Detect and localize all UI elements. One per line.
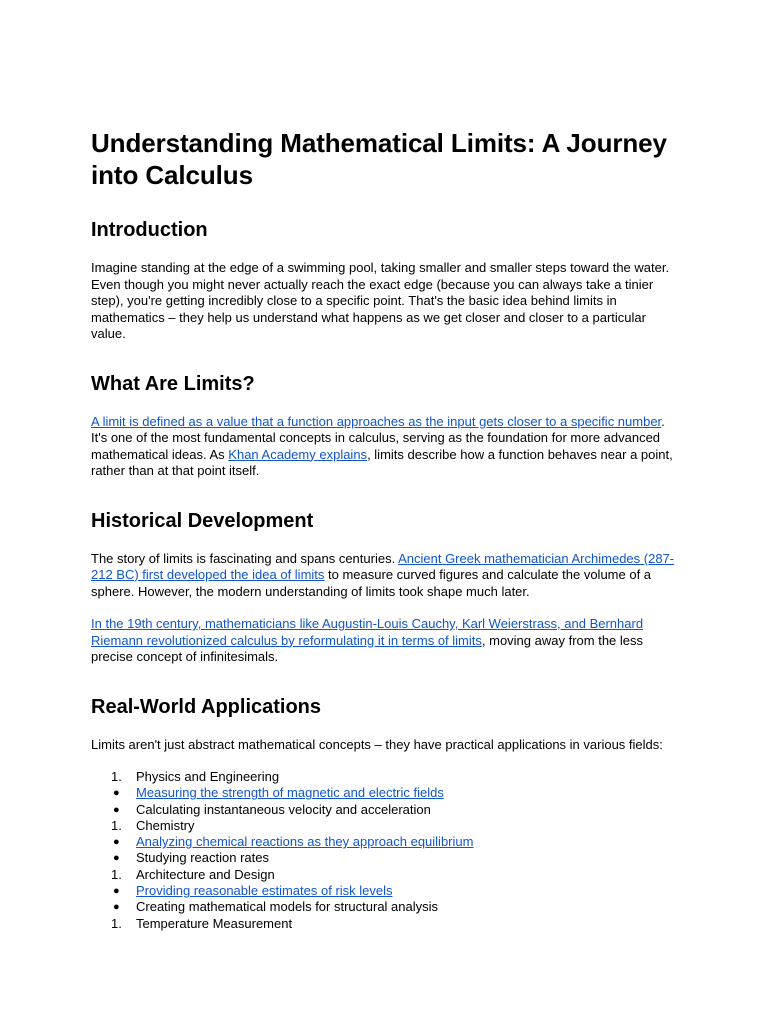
what-are-limits-paragraph bbox=[91, 414, 681, 480]
list-item-text: Chemistry bbox=[136, 817, 195, 833]
bullet-marker: ● bbox=[113, 885, 120, 898]
nineteenth-century-link[interactable]: In the 19th century, mathematicians like Augustin-Louis Cauchy, Karl Weierstrass, and Bernhard Riemann revolutionized calculus by reformulating it in terms of limits bbox=[91, 616, 644, 648]
list-item-link[interactable]: Measuring the strength of magnetic and electric fields bbox=[136, 785, 444, 801]
list-item[interactable] bbox=[91, 834, 691, 850]
list-item[interactable] bbox=[91, 785, 691, 801]
list-item bbox=[91, 850, 691, 866]
document-page bbox=[91, 127, 691, 932]
historical-text-3: , moving away from the less precise concept of infinitesimals. bbox=[91, 632, 644, 664]
list-item[interactable] bbox=[91, 883, 691, 899]
bullet-marker: ● bbox=[113, 803, 120, 816]
list-item-text: Temperature Measurement bbox=[136, 915, 293, 931]
bullet-marker: ● bbox=[113, 901, 120, 914]
page-title: Understanding Mathematical Limits: A Journey into Calculus bbox=[91, 128, 667, 190]
list-item-text: Calculating instantaneous velocity and acceleration bbox=[136, 801, 431, 817]
historical-text-1: The story of limits is fascinating and spans centuries. bbox=[91, 550, 399, 566]
list-item-text: Studying reaction rates bbox=[136, 850, 269, 866]
heading-historical-development: Historical Development bbox=[91, 509, 314, 532]
number-marker: 1. bbox=[111, 817, 122, 833]
list-item bbox=[91, 802, 691, 818]
introduction-paragraph: Imagine standing at the edge of a swimming pool, taking smaller and smaller steps toward the water. Even though you might never actually reach the exact edge (because you can always take a tinier step), you're getting incredibly close to a specific point. That's the basic idea behind limits in mathematics – they help us understand what happens as we get closer and closer to a particular value. bbox=[91, 260, 670, 341]
list-item-text: Physics and Engineering bbox=[136, 769, 280, 784]
list-item bbox=[91, 899, 691, 915]
what-are-limits-text-2: , limits describe how a function behaves near a point, rather than at that point itself. bbox=[91, 446, 673, 478]
bullet-marker: ● bbox=[113, 836, 120, 849]
bullet-marker: ● bbox=[113, 787, 120, 800]
historical-text-2: to measure curved figures and calculate the volume of a sphere. However, the modern understanding of limits took shape much later. bbox=[91, 567, 652, 599]
khan-academy-link[interactable]: Khan Academy explains bbox=[228, 446, 368, 462]
heading-real-world-applications: Real-World Applications bbox=[91, 695, 322, 718]
heading-what-are-limits: What Are Limits? bbox=[91, 372, 255, 395]
what-are-limits-text-1: . It's one of the most fundamental concepts in calculus, serving as the foundation for more advanced mathematical ideas. As bbox=[91, 413, 665, 462]
archimedes-link[interactable]: Ancient Greek mathematician Archimedes (287-212 BC) first developed the idea of limits bbox=[91, 550, 675, 582]
historical-paragraph-2 bbox=[91, 616, 681, 666]
list-item bbox=[91, 818, 691, 834]
number-marker: 1. bbox=[111, 866, 122, 882]
list-item bbox=[91, 769, 691, 785]
number-marker: 1. bbox=[111, 915, 122, 931]
list-item bbox=[91, 916, 691, 932]
applications-list bbox=[91, 769, 691, 932]
limit-definition-link[interactable]: A limit is defined as a value that a function approaches as the input gets closer to a specific number bbox=[91, 413, 662, 429]
list-item bbox=[91, 867, 691, 883]
list-item-link[interactable]: Analyzing chemical reactions as they approach equilibrium bbox=[136, 834, 474, 850]
historical-paragraph-1 bbox=[91, 551, 681, 601]
list-item-text: Architecture and Design bbox=[136, 866, 275, 882]
heading-introduction: Introduction bbox=[91, 219, 208, 241]
number-marker: 1. bbox=[111, 769, 122, 784]
list-item-link[interactable]: Providing reasonable estimates of risk levels bbox=[136, 883, 393, 899]
applications-intro: Limits aren't just abstract mathematical concepts – they have practical applications in various fields: bbox=[91, 736, 663, 752]
list-item-text: Creating mathematical models for structural analysis bbox=[136, 899, 439, 915]
bullet-marker: ● bbox=[113, 852, 120, 865]
